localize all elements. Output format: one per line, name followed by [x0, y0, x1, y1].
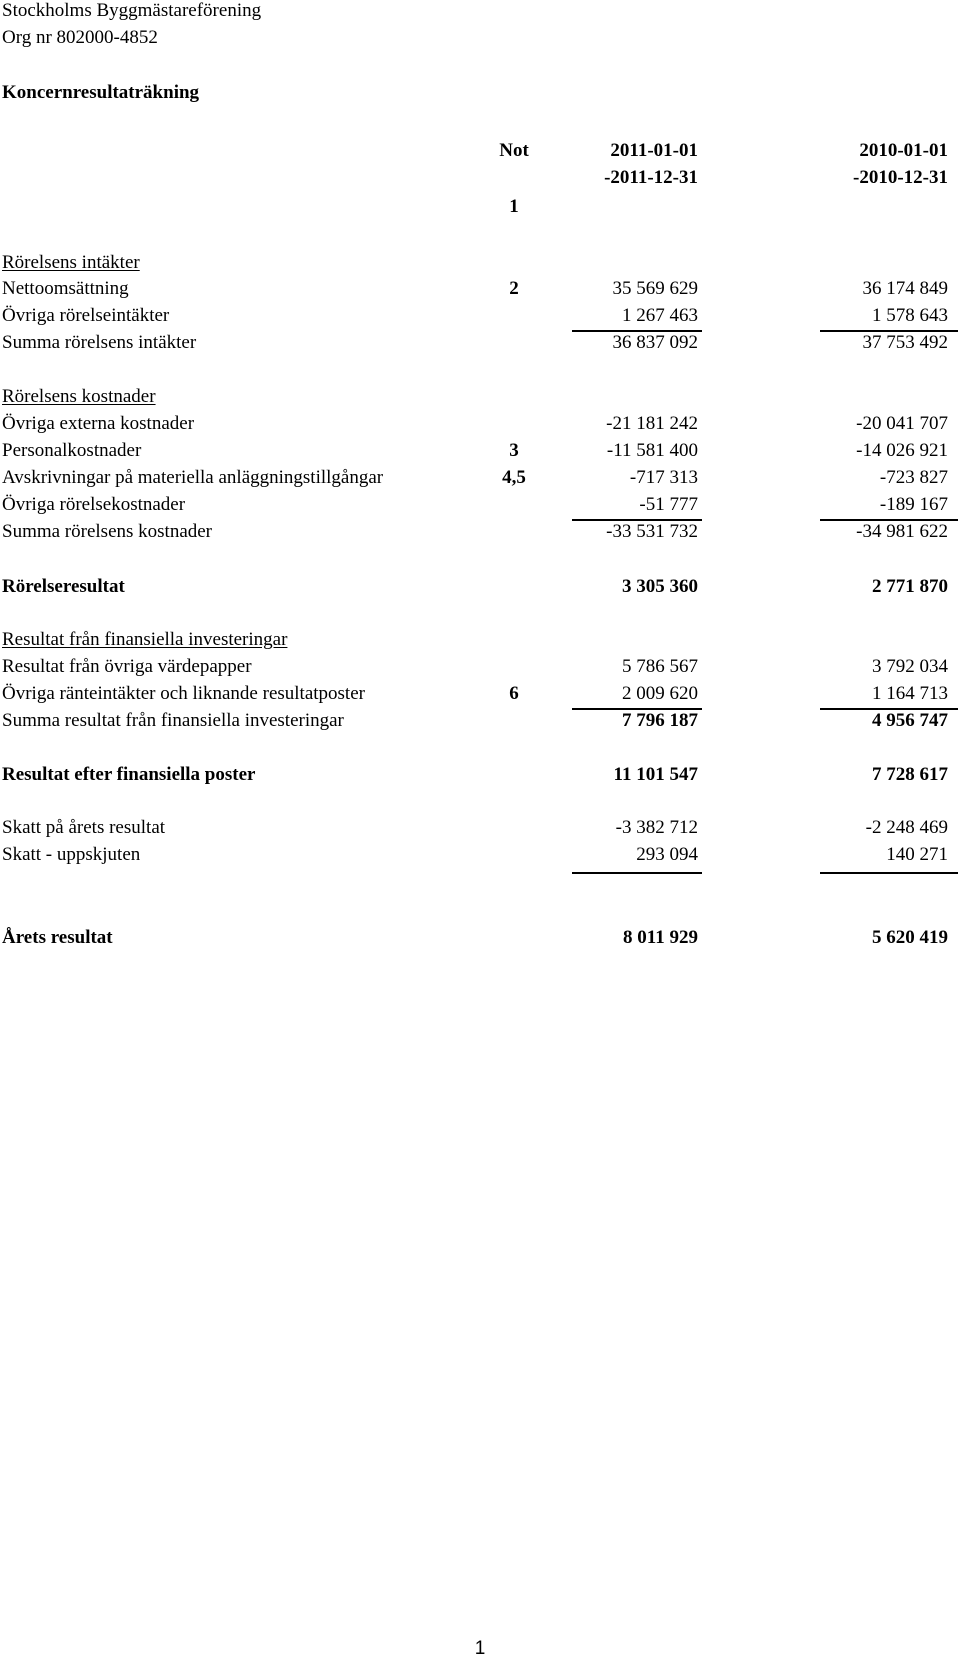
row-label: Avskrivningar på materiella anläggningstillgångar	[2, 467, 384, 488]
page-number: 1	[474, 1638, 486, 1659]
sum-value-2011: 36 837 092	[612, 332, 698, 353]
sum-label: Summa rörelsens kostnader	[2, 521, 213, 542]
section-heading-finansiella: Resultat från finansiella investeringar	[2, 629, 288, 650]
row-value-2010: -20 041 707	[856, 413, 948, 434]
row-value-2010: 1 578 643	[872, 305, 948, 326]
row-note: 6	[509, 683, 519, 704]
period-2010-end: -2010-12-31	[853, 167, 948, 188]
row-label: Skatt på årets resultat	[2, 817, 166, 838]
net-result-label: Årets resultat	[2, 927, 113, 948]
operating-result-label: Rörelseresultat	[2, 576, 125, 597]
organization-name: Stockholms Byggmästareförening	[2, 0, 262, 21]
section-heading-kostnader: Rörelsens kostnader	[2, 386, 156, 407]
result-after-financial-2011: 11 101 547	[613, 764, 698, 785]
row-note: 2	[509, 278, 519, 299]
row-value-2011: -3 382 712	[615, 817, 698, 838]
section-heading-intakter: Rörelsens intäkter	[2, 252, 140, 273]
row-value-2011: 1 267 463	[622, 305, 698, 326]
row-value-2010: -723 827	[879, 467, 948, 488]
net-result-2011: 8 011 929	[623, 927, 698, 948]
row-value-2011: 293 094	[636, 844, 698, 865]
sum-value-2011: -33 531 732	[606, 521, 698, 542]
sum-rule	[572, 872, 702, 874]
row-label: Övriga ränteintäkter och liknande resultatposter	[2, 683, 365, 704]
note-reference: 1	[509, 196, 519, 217]
sum-value-2011: 7 796 187	[622, 710, 698, 731]
row-value-2011: 35 569 629	[612, 278, 698, 299]
row-value-2010: 1 164 713	[872, 683, 948, 704]
period-2011-start: 2011-01-01	[610, 140, 698, 161]
organization-number: Org nr 802000-4852	[2, 27, 158, 48]
row-value-2010: 36 174 849	[862, 278, 948, 299]
net-result-2010: 5 620 419	[872, 927, 948, 948]
row-value-2010: 140 271	[886, 844, 948, 865]
row-value-2011: 2 009 620	[622, 683, 698, 704]
row-label: Skatt - uppskjuten	[2, 844, 141, 865]
sum-label: Summa rörelsens intäkter	[2, 332, 197, 353]
row-label: Personalkostnader	[2, 440, 142, 461]
result-after-financial-2010: 7 728 617	[872, 764, 948, 785]
row-value-2011: -717 313	[629, 467, 698, 488]
operating-result-2011: 3 305 360	[622, 576, 698, 597]
period-2011-end: -2011-12-31	[604, 167, 698, 188]
row-note: 4,5	[502, 467, 526, 488]
note-column-header: Not	[499, 140, 529, 161]
row-label: Övriga rörelseintäkter	[2, 305, 170, 326]
row-value-2011: -51 777	[639, 494, 698, 515]
row-label: Resultat från övriga värdepapper	[2, 656, 252, 677]
row-label: Övriga rörelsekostnader	[2, 494, 186, 515]
row-value-2010: -189 167	[879, 494, 948, 515]
sum-rule	[820, 872, 958, 874]
row-label: Nettoomsättning	[2, 278, 129, 299]
page-title: Koncernresultaträkning	[2, 82, 200, 103]
sum-value-2010: -34 981 622	[856, 521, 948, 542]
row-value-2010: 3 792 034	[872, 656, 948, 677]
row-value-2011: -21 181 242	[606, 413, 698, 434]
period-2010-start: 2010-01-01	[859, 140, 948, 161]
operating-result-2010: 2 771 870	[872, 576, 948, 597]
row-value-2010: -14 026 921	[856, 440, 948, 461]
row-label: Övriga externa kostnader	[2, 413, 195, 434]
sum-label: Summa resultat från finansiella investeringar	[2, 710, 344, 731]
row-value-2011: -11 581 400	[606, 440, 698, 461]
row-note: 3	[509, 440, 519, 461]
row-value-2010: -2 248 469	[865, 817, 948, 838]
row-value-2011: 5 786 567	[622, 656, 698, 677]
result-after-financial-label: Resultat efter finansiella poster	[2, 764, 256, 785]
sum-value-2010: 37 753 492	[862, 332, 948, 353]
sum-value-2010: 4 956 747	[872, 710, 948, 731]
